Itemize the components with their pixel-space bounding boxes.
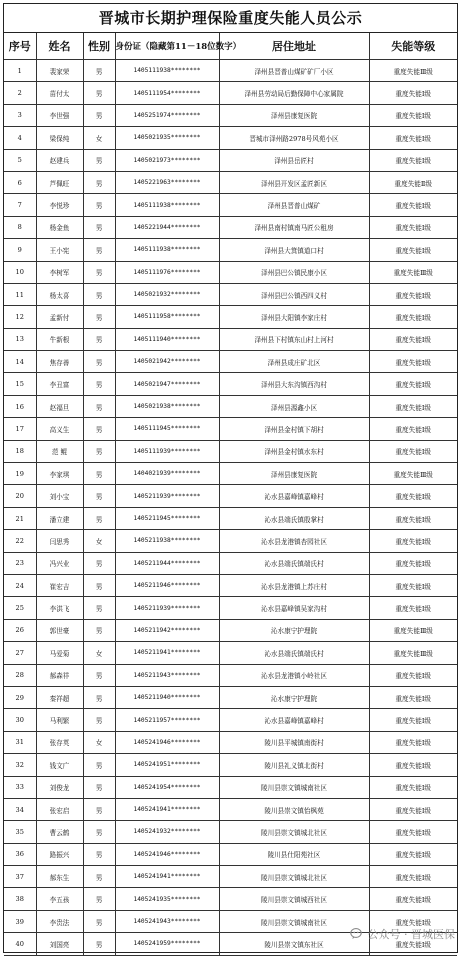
row-disability-level: 重度失能Ⅰ级: [369, 843, 457, 865]
row-address: 陵川县礼义镇北街村: [219, 754, 369, 776]
row-disability-level: 重度失能Ⅰ级: [369, 104, 457, 126]
row-index: 6: [4, 171, 36, 193]
row-name: 马利繁: [36, 709, 83, 731]
header-id-number: 身份证（隐藏第11－18位数字）: [115, 33, 219, 60]
row-id-number: 1405211939********: [115, 485, 219, 507]
row-address: 泽州县康复医院: [219, 463, 369, 485]
row-name: 冯兴业: [36, 552, 83, 574]
row-gender: 女: [83, 642, 115, 664]
table-row: [4, 351, 457, 373]
row-id-number: 1405021935********: [115, 127, 219, 149]
row-id-number: 1405211941********: [115, 642, 219, 664]
table-row: [4, 82, 457, 104]
row-name: 刘俊龙: [36, 776, 83, 798]
table-row: [4, 104, 457, 126]
row-address: 泽州县大阳镇李家庄村: [219, 306, 369, 328]
row-gender: 男: [83, 239, 115, 261]
row-name: 李五孩: [36, 888, 83, 910]
wechat-official-account-icon: [350, 927, 364, 941]
row-name: 刘国亮: [36, 933, 83, 955]
row-address: 陵川县崇文镇城北社区: [219, 866, 369, 888]
row-index: 5: [4, 149, 36, 171]
row-index: 17: [4, 418, 36, 440]
header-address: 居住地址: [219, 33, 369, 60]
row-gender: 男: [83, 328, 115, 350]
row-gender: 男: [83, 463, 115, 485]
row-address: 沁水县龙港镇上苏庄村: [219, 574, 369, 596]
row-address: 沁水县嘉峰镇吴家沟村: [219, 597, 369, 619]
table-row: [4, 686, 457, 708]
row-id-number: 1405211939********: [115, 597, 219, 619]
row-gender: 男: [83, 261, 115, 283]
row-index: 10: [4, 261, 36, 283]
row-name: 秦祥超: [36, 686, 83, 708]
row-disability-level: 重度失能Ⅰ级: [369, 373, 457, 395]
row-address: 泽州县大箕镇道口村: [219, 239, 369, 261]
table-row: [4, 619, 457, 641]
row-index: 9: [4, 239, 36, 261]
row-gender: 男: [83, 619, 115, 641]
row-id-number: 1405021942********: [115, 351, 219, 373]
row-address: 泽州县金村镇下胡村: [219, 418, 369, 440]
row-name: 李悦珍: [36, 194, 83, 216]
row-name: 张宏启: [36, 798, 83, 820]
row-gender: 男: [83, 888, 115, 910]
row-address: 泽州县南村镇南马匠公租房: [219, 216, 369, 238]
row-id-number: 1405211946********: [115, 574, 219, 596]
row-id-number: 1405241946********: [115, 731, 219, 753]
table-row: [4, 194, 457, 216]
row-id-number: 1405211944********: [115, 552, 219, 574]
row-index: 15: [4, 373, 36, 395]
row-gender: 女: [83, 530, 115, 552]
table-row: [4, 395, 457, 417]
row-index: 7: [4, 194, 36, 216]
row-disability-level: 重度失能Ⅰ级: [369, 664, 457, 686]
table-row: [4, 507, 457, 529]
row-name: 路振兴: [36, 843, 83, 865]
row-id-number: 1405251974********: [115, 104, 219, 126]
row-name: 刘小宝: [36, 485, 83, 507]
document-title: 晋城市长期护理保险重度失能人员公示: [4, 4, 457, 33]
row-index: 4: [4, 127, 36, 149]
header-index: 序号: [4, 33, 36, 60]
row-address: 沁水康宁护理院: [219, 619, 369, 641]
row-id-number: 1405021938********: [115, 395, 219, 417]
row-disability-level: 重度失能Ⅰ级: [369, 194, 457, 216]
row-index: 13: [4, 328, 36, 350]
row-address: 陵川县崇文镇东社区: [219, 933, 369, 955]
row-id-number: 1405211943********: [115, 664, 219, 686]
row-address: 沁水县龙港镇杏园社区: [219, 530, 369, 552]
row-name: 牛新根: [36, 328, 83, 350]
row-address: 沁水县端氏镇端氏村: [219, 552, 369, 574]
row-index: 23: [4, 552, 36, 574]
row-address: 泽州县成庄矿北区: [219, 351, 369, 373]
row-index: 35: [4, 821, 36, 843]
row-gender: 男: [83, 686, 115, 708]
row-disability-level: 重度失能Ⅰ级: [369, 239, 457, 261]
row-gender: 男: [83, 552, 115, 574]
row-gender: 男: [83, 60, 115, 82]
row-gender: 男: [83, 418, 115, 440]
row-name: 李贵法: [36, 910, 83, 932]
row-name: 潘立建: [36, 507, 83, 529]
row-name: 焦存善: [36, 351, 83, 373]
watermark: [350, 926, 456, 942]
row-name: 梁保纯: [36, 127, 83, 149]
row-name: 李世强: [36, 104, 83, 126]
row-id-number: 1405241959********: [115, 933, 219, 955]
row-index: 28: [4, 664, 36, 686]
row-address: 泽州县源鑫小区: [219, 395, 369, 417]
row-address: 泽州县下村镇东山村上河村: [219, 328, 369, 350]
row-disability-level: 重度失能Ⅲ级: [369, 60, 457, 82]
row-address: 陵川县崇文镇怡枫苑: [219, 798, 369, 820]
row-id-number: 1405241943********: [115, 910, 219, 932]
row-gender: 男: [83, 82, 115, 104]
row-disability-level: 重度失能Ⅰ级: [369, 731, 457, 753]
row-index: 21: [4, 507, 36, 529]
table-row: [4, 306, 457, 328]
row-id-number: 1405111938********: [115, 239, 219, 261]
table-row: [4, 171, 457, 193]
table-row: [4, 373, 457, 395]
row-gender: 男: [83, 395, 115, 417]
row-index: 3: [4, 104, 36, 126]
row-address: 沁水县端氏镇端氏村: [219, 642, 369, 664]
row-name: 钱文广: [36, 754, 83, 776]
row-address: 沁水康宁护理院: [219, 686, 369, 708]
row-name: 曹云鹤: [36, 821, 83, 843]
row-name: 张存英: [36, 731, 83, 753]
header-gender: 性别: [83, 33, 115, 60]
row-index: 18: [4, 440, 36, 462]
table-row: [4, 552, 457, 574]
row-id-number: 1405111945********: [115, 418, 219, 440]
row-gender: 男: [83, 910, 115, 932]
row-index: 30: [4, 709, 36, 731]
table-row: [4, 463, 457, 485]
row-id-number: 1405241932********: [115, 821, 219, 843]
table-row: [4, 754, 457, 776]
header-disability-level: 失能等级: [369, 33, 457, 60]
row-address: 泽州县开发区孟匠新区: [219, 171, 369, 193]
table-row: [4, 798, 457, 820]
table-row: [4, 328, 457, 350]
row-index: 27: [4, 642, 36, 664]
row-disability-level: 重度失能Ⅰ级: [369, 418, 457, 440]
row-id-number: 1405111938********: [115, 194, 219, 216]
row-address: 沁水县嘉峰镇嘉峰村: [219, 485, 369, 507]
row-name: 郭世豪: [36, 619, 83, 641]
row-name: 李洪飞: [36, 597, 83, 619]
row-disability-level: 重度失能Ⅰ级: [369, 530, 457, 552]
row-name: 赵福旦: [36, 395, 83, 417]
table-row: [4, 440, 457, 462]
table-row: [4, 283, 457, 305]
table-body: [4, 60, 457, 956]
row-index: 38: [4, 888, 36, 910]
row-name: 王小宪: [36, 239, 83, 261]
row-index: 2: [4, 82, 36, 104]
row-name: 闫思秀: [36, 530, 83, 552]
row-disability-level: 重度失能Ⅲ级: [369, 261, 457, 283]
row-gender: 男: [83, 485, 115, 507]
row-gender: 男: [83, 798, 115, 820]
row-index: 36: [4, 843, 36, 865]
row-disability-level: 重度失能Ⅰ级: [369, 597, 457, 619]
row-name: 李丑富: [36, 373, 83, 395]
row-index: 33: [4, 776, 36, 798]
row-address: 泽州县劳动局后勤保障中心家属院: [219, 82, 369, 104]
row-name: 郝东生: [36, 866, 83, 888]
table-row: [4, 149, 457, 171]
row-address: 沁水县端氏镇殷掌村: [219, 507, 369, 529]
row-index: 37: [4, 866, 36, 888]
row-disability-level: 重度失能Ⅰ级: [369, 328, 457, 350]
row-address: 泽州县金村镇水东村: [219, 440, 369, 462]
row-address: 泽州县康复医院: [219, 104, 369, 126]
row-index: 31: [4, 731, 36, 753]
row-index: 40: [4, 933, 36, 955]
row-index: 24: [4, 574, 36, 596]
row-id-number: 1405221963********: [115, 171, 219, 193]
row-disability-level: 重度失能Ⅰ级: [369, 395, 457, 417]
row-address: 陵川县崇文镇城西社区: [219, 888, 369, 910]
row-name: 孟新付: [36, 306, 83, 328]
row-address: 泽州县晋普山煤矿矿厂小区: [219, 60, 369, 82]
row-gender: 男: [83, 507, 115, 529]
table-row: [4, 239, 457, 261]
row-disability-level: 重度失能Ⅲ级: [369, 642, 457, 664]
row-disability-level: 重度失能Ⅰ级: [369, 440, 457, 462]
table-header-row: [4, 33, 457, 60]
row-disability-level: 重度失能Ⅰ级: [369, 574, 457, 596]
row-name: 裴家荣: [36, 60, 83, 82]
row-gender: 男: [83, 776, 115, 798]
row-disability-level: 重度失能Ⅰ级: [369, 127, 457, 149]
watermark-text: 公众号 · 晋城医保: [367, 928, 455, 941]
row-address: 泽州县晋普山煤矿: [219, 194, 369, 216]
row-name: 杨太喜: [36, 283, 83, 305]
row-index: 26: [4, 619, 36, 641]
row-gender: 男: [83, 351, 115, 373]
row-index: 14: [4, 351, 36, 373]
table-row: [4, 216, 457, 238]
row-gender: 男: [83, 866, 115, 888]
row-address: 陵川县崇文镇城北社区: [219, 821, 369, 843]
row-gender: 男: [83, 597, 115, 619]
row-disability-level: 重度失能Ⅰ级: [369, 888, 457, 910]
row-address: 沁水县嘉峰镇嘉峰村: [219, 709, 369, 731]
row-disability-level: 重度失能Ⅰ级: [369, 910, 457, 932]
row-gender: 男: [83, 171, 115, 193]
table-row: [4, 888, 457, 910]
row-disability-level: 重度失能Ⅰ级: [369, 709, 457, 731]
row-name: 赵建兵: [36, 149, 83, 171]
row-gender: 男: [83, 194, 115, 216]
row-id-number: 1405211938********: [115, 530, 219, 552]
row-id-number: 1405111938********: [115, 60, 219, 82]
row-disability-level: 重度失能Ⅰ级: [369, 485, 457, 507]
row-index: 29: [4, 686, 36, 708]
table-row: [4, 866, 457, 888]
row-address: 泽州县岳匠村: [219, 149, 369, 171]
row-disability-level: 重度失能Ⅰ级: [369, 776, 457, 798]
row-id-number: 1405241946********: [115, 843, 219, 865]
row-disability-level: 重度失能Ⅰ级: [369, 552, 457, 574]
row-id-number: 1405111958********: [115, 306, 219, 328]
table-row: [4, 776, 457, 798]
table-row: [4, 597, 457, 619]
row-gender: 男: [83, 306, 115, 328]
row-gender: 男: [83, 216, 115, 238]
row-gender: 女: [83, 127, 115, 149]
row-disability-level: 重度失能Ⅰ级: [369, 216, 457, 238]
row-disability-level: 重度失能Ⅰ级: [369, 283, 457, 305]
table-row: [4, 127, 457, 149]
row-address: 沁水县龙港镇小岭社区: [219, 664, 369, 686]
row-gender: 男: [83, 664, 115, 686]
table-row: [4, 843, 457, 865]
row-gender: 男: [83, 821, 115, 843]
row-index: 19: [4, 463, 36, 485]
row-disability-level: 重度失能Ⅰ级: [369, 507, 457, 529]
row-disability-level: 重度失能Ⅰ级: [369, 754, 457, 776]
row-id-number: 1405211942********: [115, 619, 219, 641]
row-disability-level: 重度失能Ⅰ级: [369, 866, 457, 888]
row-disability-level: 重度失能Ⅰ级: [369, 149, 457, 171]
table-row: [4, 731, 457, 753]
notice-sheet: [3, 3, 458, 953]
table-row: [4, 709, 457, 731]
row-name: 马爱菊: [36, 642, 83, 664]
row-address: 泽州县大东沟镇西沟村: [219, 373, 369, 395]
row-id-number: 1405241951********: [115, 754, 219, 776]
row-name: 芦佩旺: [36, 171, 83, 193]
row-address: 泽州县巴公镇民康小区: [219, 261, 369, 283]
row-index: 39: [4, 910, 36, 932]
row-id-number: 1405021973********: [115, 149, 219, 171]
row-id-number: 1405111976********: [115, 261, 219, 283]
disabled-persons-table: [4, 33, 457, 956]
row-gender: 男: [83, 104, 115, 126]
table-row: [4, 642, 457, 664]
row-index: 12: [4, 306, 36, 328]
row-gender: 女: [83, 731, 115, 753]
row-gender: 男: [83, 149, 115, 171]
row-id-number: 1405241954********: [115, 776, 219, 798]
row-name: 杨金鱼: [36, 216, 83, 238]
row-name: 李家琪: [36, 463, 83, 485]
row-gender: 男: [83, 373, 115, 395]
row-address: 泽州县巴公镇西四义村: [219, 283, 369, 305]
row-id-number: 1405021947********: [115, 373, 219, 395]
row-index: 1: [4, 60, 36, 82]
row-id-number: 1405111940********: [115, 328, 219, 350]
table-row: [4, 821, 457, 843]
row-index: 34: [4, 798, 36, 820]
row-gender: 男: [83, 754, 115, 776]
row-disability-level: 重度失能Ⅰ级: [369, 306, 457, 328]
table-row: [4, 485, 457, 507]
row-index: 11: [4, 283, 36, 305]
row-disability-level: 重度失能Ⅰ级: [369, 351, 457, 373]
row-name: 李树军: [36, 261, 83, 283]
row-index: 32: [4, 754, 36, 776]
table-row: [4, 574, 457, 596]
row-disability-level: 重度失能Ⅲ级: [369, 619, 457, 641]
row-name: 崔宏吉: [36, 574, 83, 596]
row-address: 陵川县崇文镇城南社区: [219, 776, 369, 798]
table-row: [4, 60, 457, 82]
table-row: [4, 664, 457, 686]
row-id-number: 1405211940********: [115, 686, 219, 708]
header-name: 姓名: [36, 33, 83, 60]
row-index: 22: [4, 530, 36, 552]
row-id-number: 1405241941********: [115, 798, 219, 820]
row-disability-level: 重度失能Ⅰ级: [369, 821, 457, 843]
row-disability-level: 重度失能Ⅱ级: [369, 171, 457, 193]
row-disability-level: 重度失能Ⅰ级: [369, 686, 457, 708]
table-row: [4, 261, 457, 283]
row-gender: 男: [83, 843, 115, 865]
row-address: 陵川县平城镇南街村: [219, 731, 369, 753]
row-id-number: 1405241935********: [115, 888, 219, 910]
row-disability-level: 重度失能Ⅰ级: [369, 82, 457, 104]
row-name: 郝森祥: [36, 664, 83, 686]
row-gender: 男: [83, 933, 115, 955]
row-id-number: 1405241941********: [115, 866, 219, 888]
row-id-number: 1404021939********: [115, 463, 219, 485]
row-index: 8: [4, 216, 36, 238]
row-index: 25: [4, 597, 36, 619]
row-id-number: 1405021932********: [115, 283, 219, 305]
row-index: 16: [4, 395, 36, 417]
row-name: 高义生: [36, 418, 83, 440]
row-address: 陵川县崇文镇城南社区: [219, 910, 369, 932]
row-name: 苗付太: [36, 82, 83, 104]
row-address: 陵川县仕阳苑社区: [219, 843, 369, 865]
row-name: 范 鲲: [36, 440, 83, 462]
row-id-number: 1405211957********: [115, 709, 219, 731]
row-gender: 男: [83, 283, 115, 305]
row-disability-level: 重度失能Ⅲ级: [369, 463, 457, 485]
row-gender: 男: [83, 440, 115, 462]
row-id-number: 1405111939********: [115, 440, 219, 462]
row-disability-level: 重度失能Ⅰ级: [369, 798, 457, 820]
row-disability-level: 重度失能Ⅰ级: [369, 933, 457, 955]
row-gender: 男: [83, 709, 115, 731]
row-address: 晋城市泽州路2978号风苑小区: [219, 127, 369, 149]
row-index: 20: [4, 485, 36, 507]
table-row: [4, 418, 457, 440]
row-id-number: 1405221944********: [115, 216, 219, 238]
table-row: [4, 530, 457, 552]
row-id-number: 1405211945********: [115, 507, 219, 529]
row-gender: 男: [83, 574, 115, 596]
row-id-number: 1405111954********: [115, 82, 219, 104]
